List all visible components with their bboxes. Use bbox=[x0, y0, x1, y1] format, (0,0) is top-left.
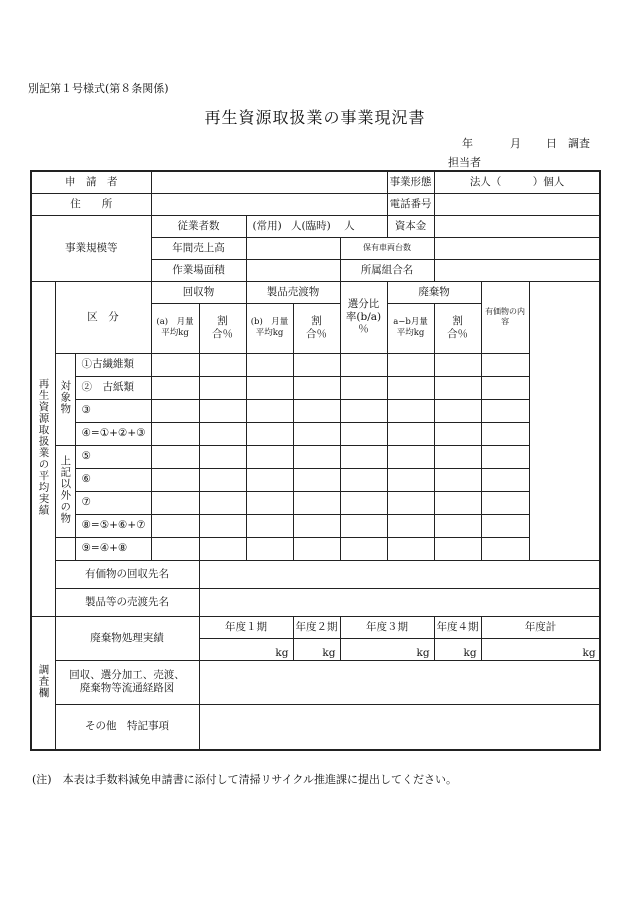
row-label-6: ⑥ bbox=[75, 468, 151, 491]
row-label-7: ⑦ bbox=[75, 491, 151, 514]
period-1-label: 年度１期 bbox=[199, 616, 293, 638]
period-1-value[interactable]: kg bbox=[199, 638, 293, 660]
col-ratio-b-label: 割合％ bbox=[293, 303, 340, 353]
col-ratio-a-label: 割合％ bbox=[199, 303, 246, 353]
products-dest-field[interactable] bbox=[199, 588, 600, 616]
notes-field[interactable] bbox=[199, 704, 600, 750]
address-label: 住 所 bbox=[31, 193, 151, 215]
form-label: 別記第１号様式(第８条関係) bbox=[28, 82, 169, 95]
waste-label: 廃棄物 bbox=[387, 281, 481, 303]
business-scale-label: 事業規模等 bbox=[31, 215, 151, 281]
vehicles-label: 保有車両台数 bbox=[340, 237, 434, 259]
period-2-value[interactable]: kg bbox=[293, 638, 340, 660]
footnote: (注) 本表は手数料減免申請書に添付して清掃リサイクル推進課に提出してください。 bbox=[32, 773, 458, 786]
employees-field[interactable] bbox=[246, 215, 387, 237]
notes-label: その他 特記事項 bbox=[55, 704, 199, 750]
products-dest-label: 製品等の売渡先名 bbox=[55, 588, 199, 616]
col-b-label: (b) 月量平均kg bbox=[246, 303, 293, 353]
staff-label: 担当者 bbox=[448, 156, 481, 169]
employees-person: 人 bbox=[344, 219, 355, 232]
row-label-5: ⑤ bbox=[75, 445, 151, 468]
date-month: 月 bbox=[510, 137, 521, 150]
category-label: 区 分 bbox=[55, 281, 151, 353]
date-year: 年 bbox=[462, 137, 473, 150]
col-ratio-waste-label: 割合％ bbox=[434, 303, 481, 353]
capital-label: 資本金 bbox=[387, 215, 434, 237]
work-area-label: 作業場面積 bbox=[151, 259, 246, 281]
union-label: 所属組合名 bbox=[340, 259, 434, 281]
business-type-label: 事業形態 bbox=[387, 171, 434, 193]
employees-regular: (常用) bbox=[252, 219, 282, 232]
col-a-label: (a) 月量平均kg bbox=[151, 303, 199, 353]
date-survey: 調査 bbox=[568, 137, 590, 150]
other-group-label: 上記以外の物 bbox=[55, 445, 75, 537]
applicant-label: 申 請 者 bbox=[31, 171, 151, 193]
valuable-contents-label: 有価物の内容 bbox=[481, 281, 529, 353]
page-title: 再生資源取扱業の事業現況書 bbox=[204, 108, 426, 127]
survey-date-line bbox=[462, 135, 590, 151]
date-day: 日 bbox=[546, 137, 557, 150]
products-label: 製品売渡物 bbox=[246, 281, 340, 303]
valuables-dest-label: 有価物の回収先名 bbox=[55, 560, 199, 588]
flow-field[interactable] bbox=[199, 660, 600, 704]
waste-record-label: 廃棄物処理実績 bbox=[55, 616, 199, 660]
sort-ratio-label: 選分比率(b/a)％ bbox=[340, 281, 387, 353]
annual-sales-field[interactable] bbox=[246, 237, 340, 259]
period-3-value[interactable]: kg bbox=[340, 638, 434, 660]
period-total-label: 年度計 bbox=[481, 616, 600, 638]
row-label-3: ③ bbox=[75, 399, 151, 422]
row-label-8: ⑧=⑤+⑥+⑦ bbox=[75, 514, 151, 537]
row-label-9: ⑨=④+⑧ bbox=[75, 537, 151, 560]
valuables-dest-field[interactable] bbox=[199, 560, 600, 588]
capital-field[interactable] bbox=[434, 215, 600, 237]
applicant-field[interactable] bbox=[151, 171, 387, 193]
annual-sales-label: 年間売上高 bbox=[151, 237, 246, 259]
row-label-2: ② 古紙類 bbox=[75, 376, 151, 399]
phone-label: 電話番号 bbox=[387, 193, 434, 215]
performance-side-label: 再生資源取扱業の平均実績 bbox=[31, 281, 55, 616]
collected-label: 回収物 bbox=[151, 281, 246, 303]
work-area-field[interactable] bbox=[246, 259, 340, 281]
period-2-label: 年度２期 bbox=[293, 616, 340, 638]
union-field[interactable] bbox=[434, 259, 600, 281]
flow-label: 回収、選分加工、売渡、廃棄物等流通経路図 bbox=[55, 660, 199, 704]
report-form-table bbox=[30, 170, 601, 751]
target-group-label: 対象物 bbox=[55, 353, 75, 445]
employees-person-temp: 人(臨時) bbox=[291, 219, 331, 232]
phone-field[interactable] bbox=[434, 193, 600, 215]
row-label-4: ④=①+②+③ bbox=[75, 422, 151, 445]
business-type-field[interactable]: 法人（ ）個人 bbox=[434, 171, 600, 193]
period-4-value[interactable]: kg bbox=[434, 638, 481, 660]
employees-label: 従業者数 bbox=[151, 215, 246, 237]
col-ab-label: a−b月量平均kg bbox=[387, 303, 434, 353]
vehicles-field[interactable] bbox=[434, 237, 600, 259]
row-label-1: ①古繊維類 bbox=[75, 353, 151, 376]
period-4-label: 年度４期 bbox=[434, 616, 481, 638]
period-total-value[interactable]: kg bbox=[481, 638, 600, 660]
address-field[interactable] bbox=[151, 193, 387, 215]
period-3-label: 年度３期 bbox=[340, 616, 434, 638]
survey-side-label: 調査欄 bbox=[31, 616, 55, 750]
